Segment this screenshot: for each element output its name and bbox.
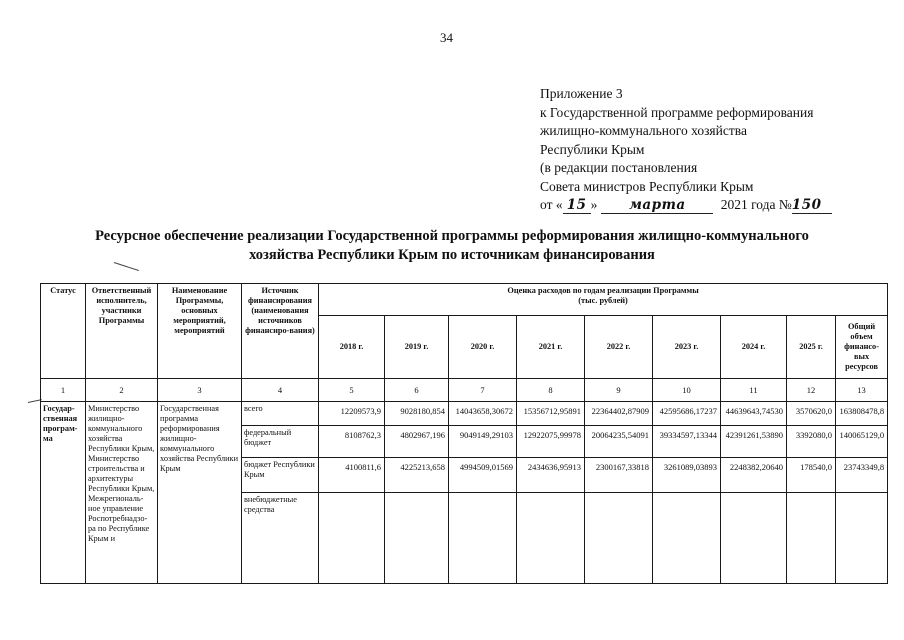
- source-cell: внебюджетные средства: [242, 493, 319, 584]
- column-number: 6: [385, 379, 449, 402]
- title-line-2: хозяйства Республики Крым по источникам финансирования: [249, 247, 655, 263]
- value-cell: 12209573,9: [319, 402, 385, 426]
- value-cell: [319, 493, 385, 584]
- appendix-line: к Государственной программе реформирования: [540, 104, 814, 120]
- value-cell: 2300167,33818: [585, 458, 653, 493]
- header-executor: Ответственный исполнитель, участники Программы: [86, 284, 158, 379]
- header-year: 2018 г.: [319, 316, 385, 379]
- document-title: [40, 227, 864, 265]
- column-number: 2: [86, 379, 158, 402]
- value-cell: 44639643,74530: [721, 402, 787, 426]
- date-prefix: от «: [540, 197, 563, 212]
- value-cell: 4225213,658: [385, 458, 449, 493]
- appendix-line: Совета министров Республики Крым: [540, 178, 754, 194]
- table-row: [41, 402, 888, 426]
- date-year: 2021 года №: [720, 197, 792, 212]
- header-status: Статус: [41, 284, 86, 379]
- column-number-row: [41, 379, 888, 402]
- value-cell: 39334597,13344: [653, 426, 721, 458]
- value-cell: 42595686,17237: [653, 402, 721, 426]
- handwritten-day: 15: [563, 198, 591, 214]
- value-cell: 9028180,854: [385, 402, 449, 426]
- value-cell: 178540,0: [787, 458, 836, 493]
- appendix-block: [540, 85, 832, 215]
- value-cell: [836, 493, 888, 584]
- value-cell: [721, 493, 787, 584]
- page-number: 34: [440, 30, 453, 45]
- program-name-cell: Государственная программа реформирования жилищно-коммунального хозяйства Республики Крым: [158, 402, 242, 584]
- value-cell: 2248382,20640: [721, 458, 787, 493]
- source-cell: федеральный бюджет: [242, 426, 319, 458]
- column-number: 8: [517, 379, 585, 402]
- value-cell: 2434636,95913: [517, 458, 585, 493]
- title-line-1: Ресурсное обеспечение реализации Государственной программы реформирования жилищно-коммунального: [95, 228, 809, 244]
- appendix-line: (в редакции постановления: [540, 160, 698, 175]
- appendix-line: Республики Крым: [540, 141, 645, 157]
- executor-cell: Министерство жилищно-коммунального хозяйства Республики Крым, Министерство строительства и архитектуры Республики Крым, Межрегиональ-ное управление Роспотребнадзо-ра по Республике Крым и: [86, 402, 158, 584]
- source-cell: бюджет Республики Крым: [242, 458, 319, 493]
- value-cell: [385, 493, 449, 584]
- financing-table: [40, 283, 888, 584]
- value-cell: [585, 493, 653, 584]
- value-cell: [449, 493, 517, 584]
- header-year: 2025 г.: [787, 316, 836, 379]
- value-cell: 3261089,03893: [653, 458, 721, 493]
- value-cell: 14043658,30672: [449, 402, 517, 426]
- value-cell: 163808478,8: [836, 402, 888, 426]
- value-cell: 4100811,6: [319, 458, 385, 493]
- value-cell: [653, 493, 721, 584]
- header-estimate-unit: (тыс. рублей): [578, 296, 628, 305]
- handwritten-number: 150: [792, 198, 832, 214]
- value-cell: 23743349,8: [836, 458, 888, 493]
- header-total: Общий объем финансо-вых ресурсов: [836, 316, 888, 379]
- header-estimate-title: Оценка расходов по годам реализации Программы: [507, 286, 699, 295]
- header-program-name: Наименование Программы, основных мероприятий, мероприятий: [158, 284, 242, 379]
- value-cell: 20064235,54091: [585, 426, 653, 458]
- value-cell: 9049149,29103: [449, 426, 517, 458]
- value-cell: 22364402,87909: [585, 402, 653, 426]
- date-quote-close: »: [590, 197, 598, 212]
- value-cell: 3392080,0: [787, 426, 836, 458]
- appendix-date-line: [540, 196, 832, 215]
- header-year: 2020 г.: [449, 316, 517, 379]
- value-cell: 4802967,196: [385, 426, 449, 458]
- header-source: Источник финансирования (наименования источников финансиро-вания): [242, 284, 319, 379]
- value-cell: 42391261,53890: [721, 426, 787, 458]
- column-number: 4: [242, 379, 319, 402]
- source-cell: всего: [242, 402, 319, 426]
- column-number: 12: [787, 379, 836, 402]
- header-year: 2023 г.: [653, 316, 721, 379]
- value-cell: [517, 493, 585, 584]
- value-cell: 15356712,95891: [517, 402, 585, 426]
- column-number: 13: [836, 379, 888, 402]
- status-cell: Государ-ственная програм-ма: [41, 402, 86, 584]
- header-year: 2019 г.: [385, 316, 449, 379]
- column-number: 1: [41, 379, 86, 402]
- header-year: 2024 г.: [721, 316, 787, 379]
- header-year: 2022 г.: [585, 316, 653, 379]
- handwritten-month: марта: [601, 198, 713, 214]
- column-number: 7: [449, 379, 517, 402]
- header-year: 2021 г.: [517, 316, 585, 379]
- value-cell: [787, 493, 836, 584]
- value-cell: 12922075,99978: [517, 426, 585, 458]
- column-number: 3: [158, 379, 242, 402]
- column-number: 5: [319, 379, 385, 402]
- column-number: 9: [585, 379, 653, 402]
- column-number: 10: [653, 379, 721, 402]
- value-cell: 4994509,01569: [449, 458, 517, 493]
- column-number: 11: [721, 379, 787, 402]
- header-estimate: [319, 284, 888, 316]
- appendix-line: жилищно-коммунального хозяйства: [540, 123, 747, 138]
- value-cell: 140065129,0: [836, 426, 888, 458]
- value-cell: 8108762,3: [319, 426, 385, 458]
- value-cell: 3570620,0: [787, 402, 836, 426]
- appendix-line: Приложение 3: [540, 86, 623, 101]
